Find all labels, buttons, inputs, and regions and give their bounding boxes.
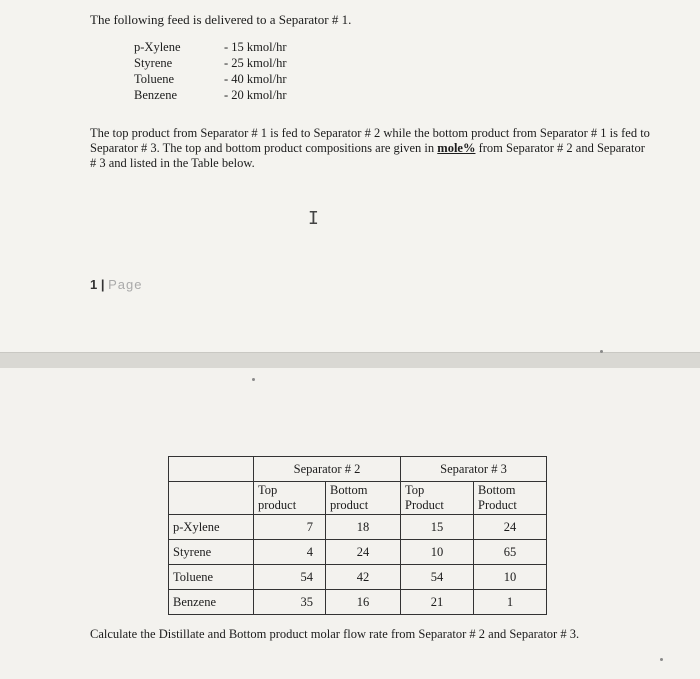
column-header-line1: Bottom (478, 483, 516, 497)
table-cell: 54 (401, 565, 474, 590)
table-cell: 35 (254, 590, 326, 615)
table-cell: 65 (474, 540, 547, 565)
description-paragraph (90, 126, 650, 171)
table-cell: 10 (401, 540, 474, 565)
column-header (326, 482, 401, 515)
feed-rate: - 25 kmol/hr (224, 56, 287, 70)
page-label: Page (108, 277, 143, 292)
paragraph-text-start: The top product from Separator # 1 is fed to Separator # 2 while the bottom product from Separator # 1 is fed to Separator # 3. The top and bottom product compositions are given in (90, 126, 650, 155)
row-label: Styrene (169, 540, 254, 565)
page-gap (0, 352, 700, 369)
feed-list (134, 39, 344, 103)
feed-component: Benzene (134, 88, 178, 102)
row-label: p-Xylene (169, 515, 254, 540)
table-cell: 54 (254, 565, 326, 590)
table-group-header-row (169, 457, 547, 482)
speck (660, 658, 663, 661)
speck (252, 378, 255, 381)
table-row (169, 590, 547, 615)
table-corner-cell (169, 457, 254, 482)
feed-rate: - 15 kmol/hr (224, 40, 287, 54)
table-row (169, 515, 547, 540)
table-cell: 42 (326, 565, 401, 590)
feed-component: p-Xylene (134, 40, 181, 54)
table-cell: 1 (474, 590, 547, 615)
column-header-line2: Product (405, 498, 444, 512)
feed-rate: - 40 kmol/hr (224, 72, 287, 86)
row-label: Benzene (169, 590, 254, 615)
composition-table (168, 456, 547, 615)
table-cell: 21 (401, 590, 474, 615)
feed-row (134, 71, 344, 87)
table-cell: 7 (254, 515, 326, 540)
column-header-line2: product (258, 498, 297, 512)
page-separator: | (100, 277, 105, 292)
paragraph-emphasis: mole% (437, 141, 476, 155)
feed-rate: - 20 kmol/hr (224, 88, 287, 102)
table-row (169, 565, 547, 590)
intro-text: The following feed is delivered to a Separator # 1. (90, 12, 352, 27)
column-header (401, 482, 474, 515)
table-sub-header-row (169, 482, 547, 515)
table-cell: 24 (474, 515, 547, 540)
paragraph-text-end: from Separator # 2 and Separator # 3 and listed in the Table below. (90, 141, 645, 170)
column-header-line1: Bottom (330, 483, 368, 497)
separator-2-header: Separator # 2 (254, 457, 401, 482)
table-cell: 4 (254, 540, 326, 565)
column-header-line1: Top (258, 483, 278, 497)
separator-3-header: Separator # 3 (401, 457, 547, 482)
column-header (254, 482, 326, 515)
column-header-line1: Top (405, 483, 425, 497)
feed-row (134, 55, 344, 71)
table-row (169, 540, 547, 565)
feed-component: Styrene (134, 56, 173, 70)
feed-component: Toluene (134, 72, 175, 86)
feed-row (134, 87, 344, 103)
table-corner-cell (169, 482, 254, 515)
page-footer (90, 277, 143, 292)
row-label: Toluene (169, 565, 254, 590)
table-cell: 16 (326, 590, 401, 615)
page-number: 1 (90, 277, 98, 292)
speck (600, 350, 603, 353)
table-cell: 18 (326, 515, 401, 540)
column-header (474, 482, 547, 515)
table-cell: 24 (326, 540, 401, 565)
column-header-line2: Product (478, 498, 517, 512)
feed-row (134, 39, 344, 55)
table-cell: 10 (474, 565, 547, 590)
table-cell: 15 (401, 515, 474, 540)
column-header-line2: product (330, 498, 369, 512)
question-text: Calculate the Distillate and Bottom product molar flow rate from Separator # 2 and Separator # 3. (90, 627, 580, 641)
text-cursor-icon: I (308, 208, 319, 229)
